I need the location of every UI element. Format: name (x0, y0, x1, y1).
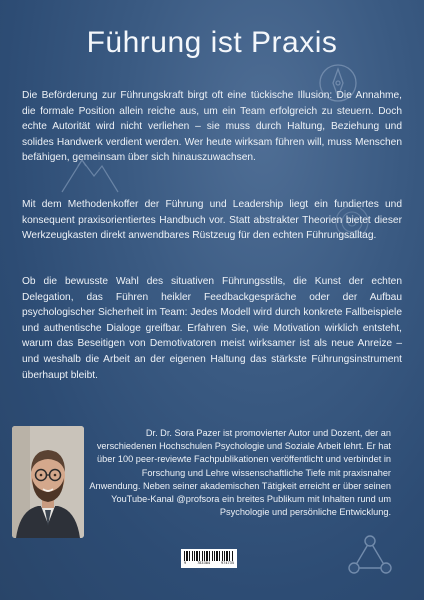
isbn-barcode (181, 549, 237, 568)
portrait-photo (12, 426, 84, 538)
network-triangle-icon (349, 536, 391, 573)
barcode-digits (184, 561, 234, 566)
barcode-bars (184, 551, 234, 561)
blurb-paragraph-2: Mit dem Methodenkoffer der Führung und Leadership liegt ein fundiertes und konsequent praxisorientiertes Handbuch vor. Statt abstrakter Theorien bietet dieser Werkzeugkasten direkt anwendbares Rüstzeug für den echten Führungsalltag. (22, 199, 402, 242)
barcode-digit-group: 783384 (197, 561, 211, 565)
barcode-digit-group: 974735 (221, 561, 234, 565)
book-title: Führung ist Praxis (86, 26, 338, 59)
author-portrait (12, 426, 84, 538)
author-bio: Dr. Dr. Sora Pazer ist promovierter Autor und Dozent, der an verschiedenen Hochschulen Psychologie und Soziale Arbeit lehrt. Er hat über 100 peer-reviewte Fachpublikationen veröffentlicht und verbindet in Forschung und Lehre wissenschaftliche Tiefe mit praxisnaher Anwendung. Neben seiner akademischen Tätigkeit erreicht er über seinen YouTube-Kanal @profsora ein breites Publikum mit Inhalten rund um Psychologie und persönliche Entwicklung. (89, 428, 391, 518)
blurb-paragraph-3: Ob die bewusste Wahl des situativen Führungsstils, die Kunst der echten Delegation, das Führen heikler Feedbackgespräche oder der Aufbau psychologischer Sicherheit im Team: Jedes Modell wird durch konkrete Fallbeispiele und authentische Dialoge greifbar. Erfahren Sie, wie Motivation wirklich entsteht, warum das Beseitigen von Demotivatoren meist wirksamer ist als neue Anreize – und weshalb die Arbeit an der eigenen Haltung das stärkste Führungsinstrument überhaupt bleibt. (22, 276, 402, 381)
barcode-digit-group: 9 (184, 561, 187, 565)
blurb-paragraph-1: Die Beförderung zur Führungskraft birgt oft eine tückische Illusion: Die Annahme, die formale Position allein reiche aus, um ein Team erfolgreich zu steuern. Doch echte Autorität wird nicht verliehen – sie muss durch Haltung, Beziehung und solides Handwerk verdient werden. Wer heute wirksam führen will, muss Menschen befähigen, gemeinsam über sich hinauszuwachsen. (22, 90, 402, 164)
